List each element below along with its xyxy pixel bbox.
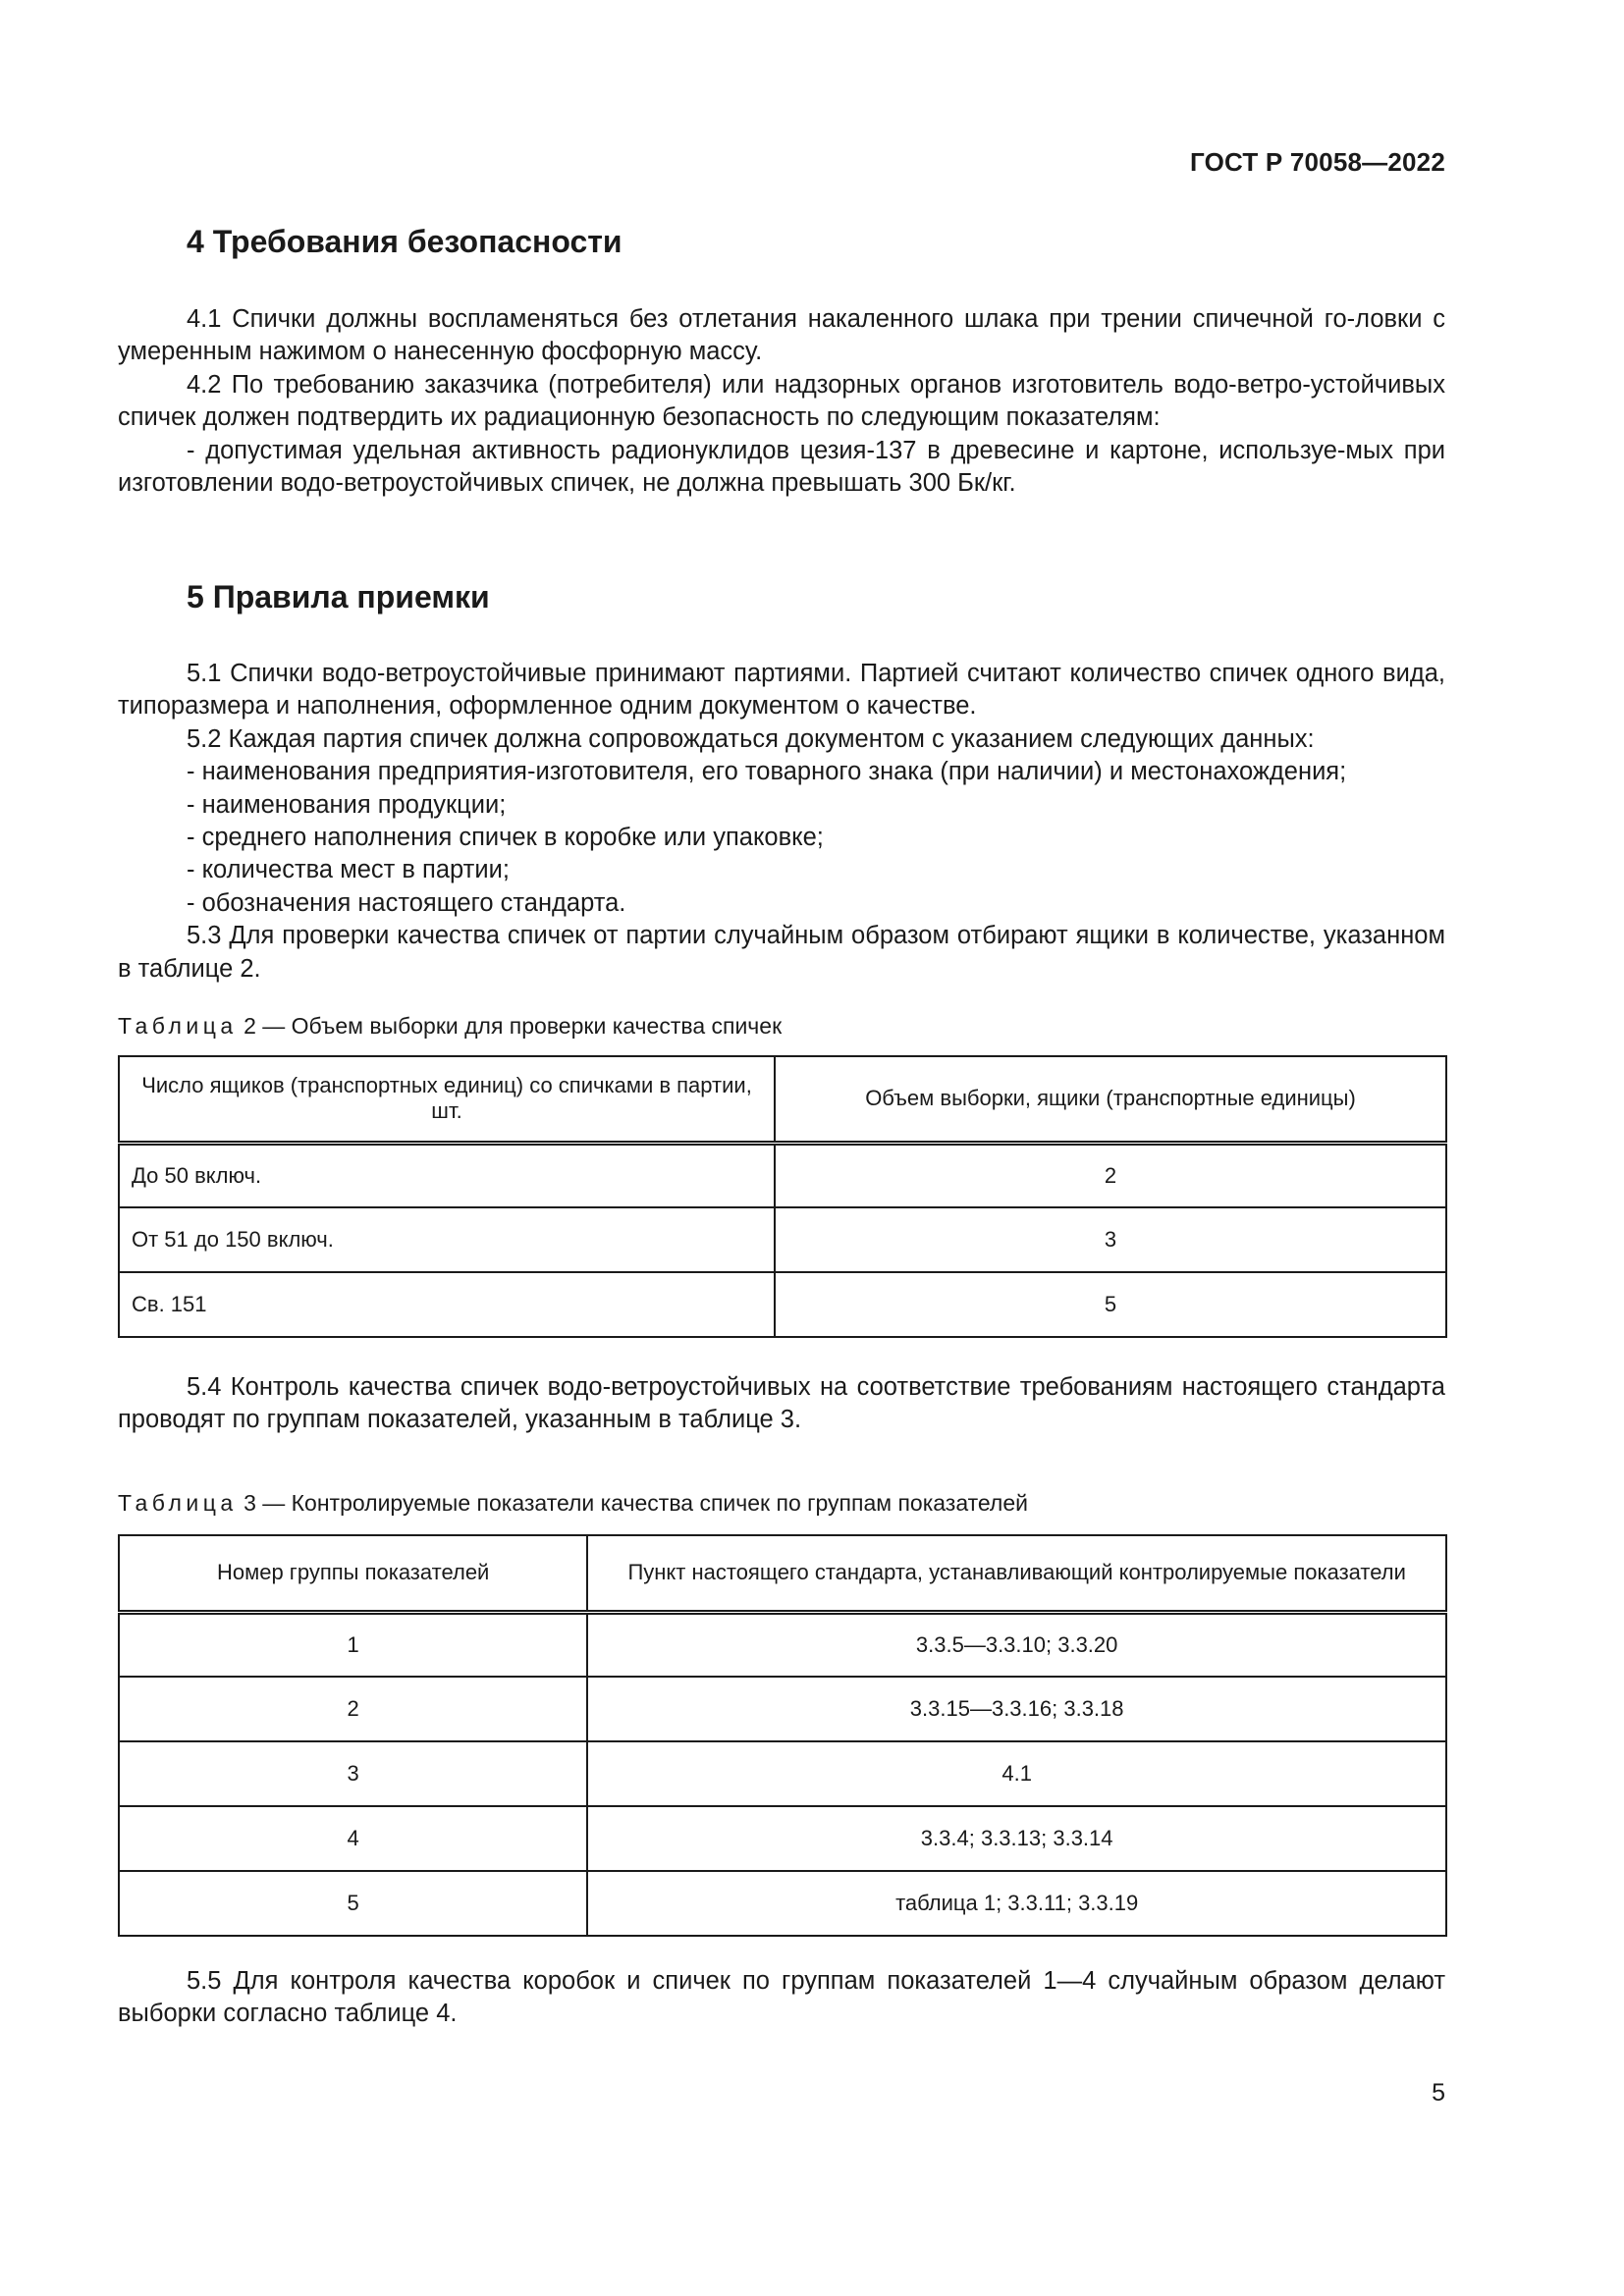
paragraph-5-2: 5.2 Каждая партия спичек должна сопровождаться документом с указанием следующих данных: — [187, 724, 1315, 753]
table-header-row — [119, 1535, 1446, 1612]
table-cell: 2 — [775, 1143, 1446, 1207]
paragraph-5-4: 5.4 Контроль качества спичек водо-ветроустойчивых на соответствие требованиям настоящего стандарта проводят по группам показателей, указанным в таблице 3. — [118, 1373, 1445, 1434]
table-cell: 1 — [119, 1612, 587, 1677]
paragraph-5-3: 5.3 Для проверки качества спичек от партии случайным образом отбирают ящики в количестве, указанном в таблице 2. — [118, 922, 1445, 983]
table-row — [119, 1612, 1446, 1677]
paragraph-5-5-block — [118, 1965, 1445, 2031]
table-cell: 4 — [119, 1806, 587, 1871]
table-label: Таблица — [118, 1013, 238, 1039]
table-row — [119, 1272, 1446, 1337]
paragraph-4-2-item: - допустимая удельная активность радионуклидов цезия-137 в древесине и картоне, используе-мых при изготовлении водо-ветроустойчивых спичек, не должна превышать 300 Бк/кг. — [118, 436, 1445, 498]
list-item: - обозначения настоящего стандарта. — [187, 888, 626, 917]
table-cell: 5 — [775, 1272, 1446, 1337]
document-code: ГОСТ Р 70058—2022 — [1190, 147, 1445, 177]
paragraph-5-1: 5.1 Спички водо-ветроустойчивые принимают партиями. Партией считают количество спичек одного вида, типоразмера и наполнения, оформленное одним документом о качестве. — [118, 660, 1445, 721]
section-4-heading: 4 Требования безопасности — [187, 224, 623, 259]
table-cell: 2 — [119, 1677, 587, 1741]
table-label: Таблица — [118, 1490, 238, 1516]
table-2-caption — [118, 1013, 782, 1040]
table-cell: 3.3.5—3.3.10; 3.3.20 — [587, 1612, 1446, 1677]
section-5-body — [118, 658, 1445, 986]
column-header: Номер группы показателей — [119, 1535, 587, 1612]
table-2 — [118, 1055, 1447, 1338]
table-cell: 3.3.4; 3.3.13; 3.3.14 — [587, 1806, 1446, 1871]
table-3-caption — [118, 1490, 1028, 1517]
table-row — [119, 1741, 1446, 1806]
paragraph-4-1: 4.1 Спички должны воспламеняться без отлетания накаленного шлака при трении спичечной го-ловки с умеренным нажимом о нанесенную фосфорную массу. — [118, 305, 1445, 366]
section-4-body — [118, 303, 1445, 500]
table-row — [119, 1677, 1446, 1741]
column-header: Число ящиков (транспортных единиц) со спичками в партии, шт. — [119, 1056, 775, 1143]
page-number: 5 — [1432, 2079, 1445, 2107]
table-cell: таблица 1; 3.3.11; 3.3.19 — [587, 1871, 1446, 1936]
table-cell: До 50 включ. — [119, 1143, 775, 1207]
table-cell: Св. 151 — [119, 1272, 775, 1337]
table-row — [119, 1871, 1446, 1936]
table-cell: От 51 до 150 включ. — [119, 1207, 775, 1272]
table-3 — [118, 1534, 1447, 1937]
table-row — [119, 1207, 1446, 1272]
table-cell: 4.1 — [587, 1741, 1446, 1806]
table-cell: 5 — [119, 1871, 587, 1936]
list-item: - наименования предприятия-изготовителя, его товарного знака (при наличии) и местонахождения; — [187, 758, 1347, 786]
column-header: Пункт настоящего стандарта, устанавливающий контролируемые показатели — [587, 1535, 1446, 1612]
list-item: - количества мест в партии; — [187, 856, 510, 884]
table-row — [119, 1143, 1446, 1207]
paragraph-5-5: 5.5 Для контроля качества коробок и спичек по группам показателей 1—4 случайным образом делают выборки согласно таблице 4. — [118, 1967, 1445, 2028]
column-header: Объем выборки, ящики (транспортные единицы) — [775, 1056, 1446, 1143]
table-cell: 3 — [119, 1741, 587, 1806]
list-item: - наименования продукции; — [187, 790, 507, 819]
table-cell: 3.3.15—3.3.16; 3.3.18 — [587, 1677, 1446, 1741]
list-item: - среднего наполнения спичек в коробке или упаковке; — [187, 824, 824, 852]
section-5-heading: 5 Правила приемки — [187, 579, 490, 614]
table-header-row — [119, 1056, 1446, 1143]
table-row — [119, 1806, 1446, 1871]
table-cell: 3 — [775, 1207, 1446, 1272]
table-caption-text: 3 — Контролируемые показатели качества спичек по группам показателей — [244, 1490, 1028, 1516]
paragraph-4-2: 4.2 По требованию заказчика (потребителя) или надзорных органов изготовитель водо-ветро-устойчивых спичек должен подтвердить их радиационную безопасность по следующим показателям: — [118, 370, 1445, 432]
table-caption-text: 2 — Объем выборки для проверки качества спичек — [244, 1013, 783, 1039]
paragraph-5-4-block — [118, 1371, 1445, 1437]
